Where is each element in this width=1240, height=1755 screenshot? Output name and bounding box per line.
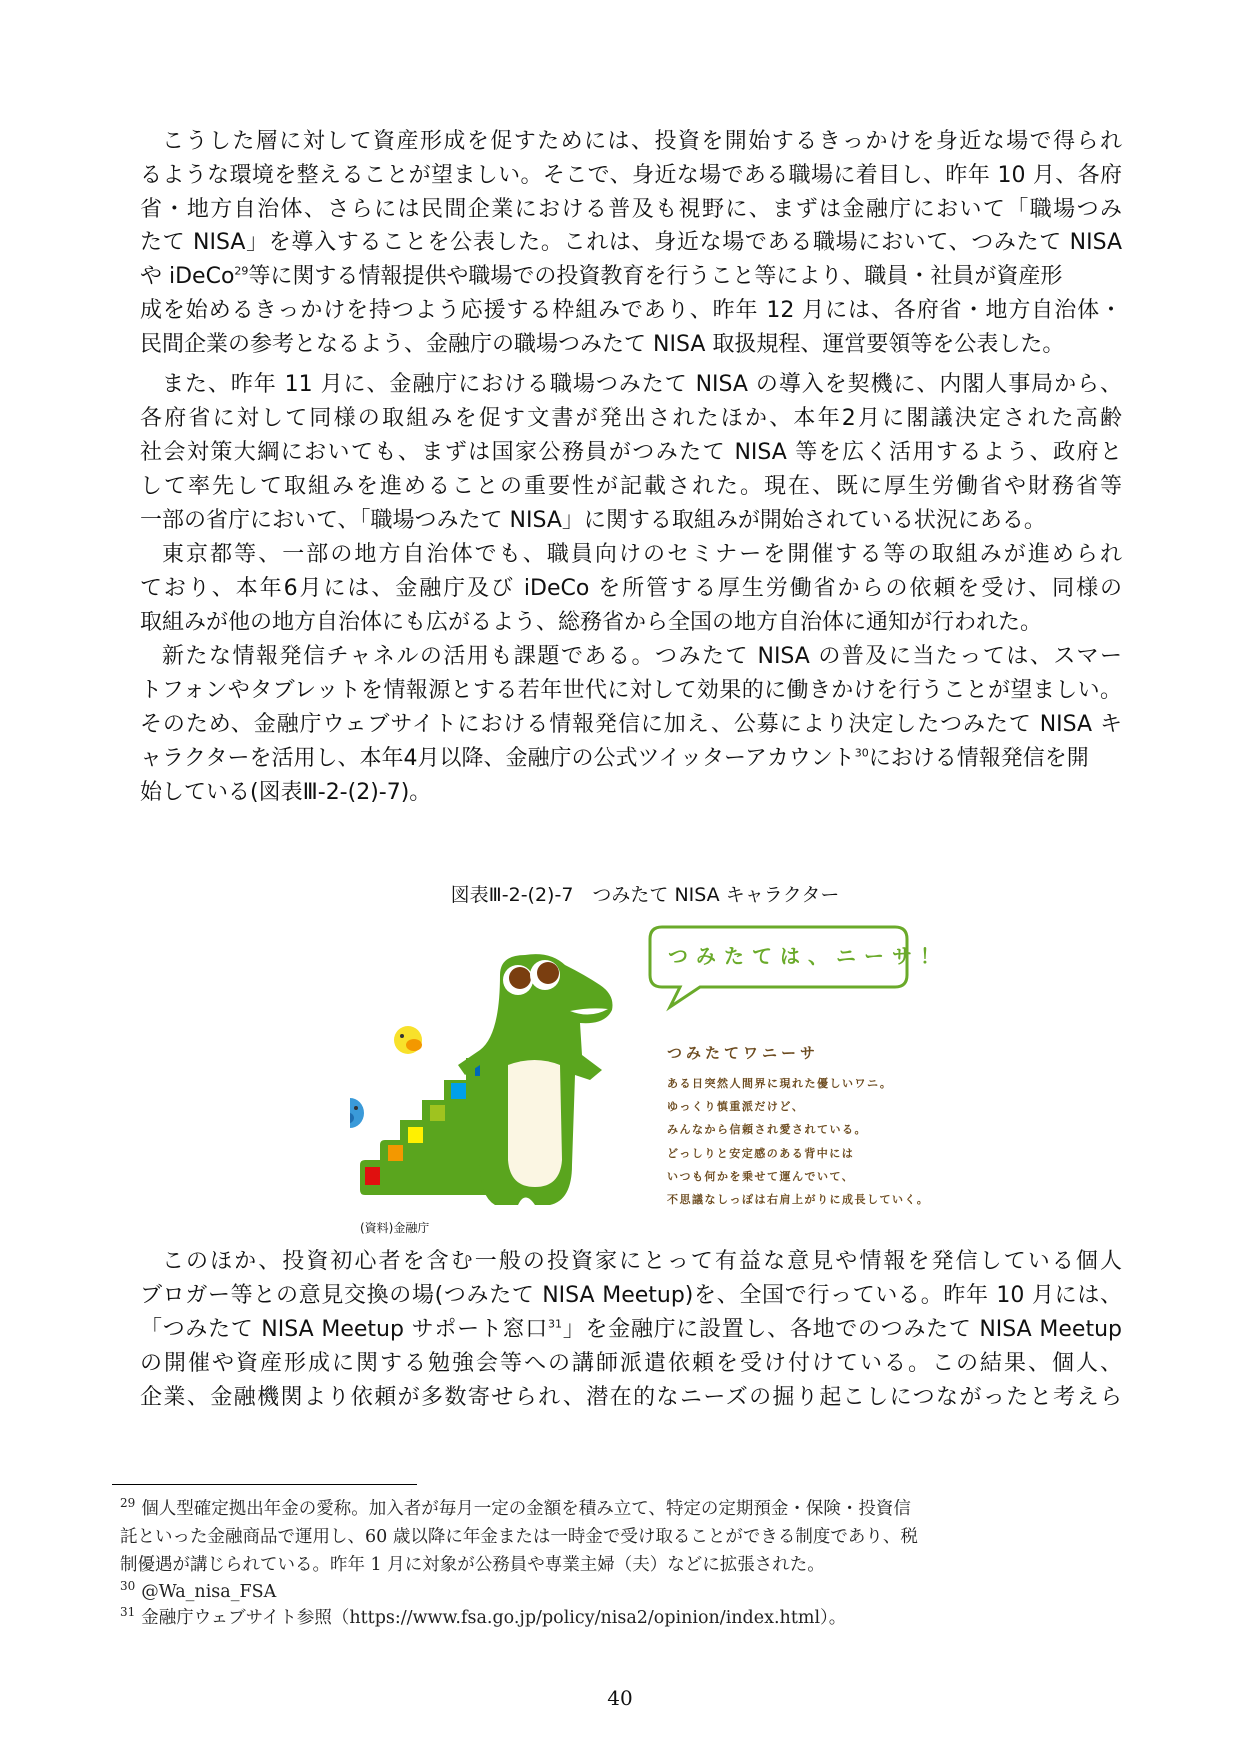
- footnote-ref[interactable]: 31: [547, 1317, 562, 1331]
- text-line: 成を始めるきっかけを持つよう応援する枠組みであり、昨年 12 月には、各府省・地方自治体・: [140, 298, 1122, 323]
- text: 「つみたて NISA Meetup サポート窓口: [140, 1317, 548, 1342]
- text-line: して率先して取組みを進めることの重要性が記載された。現在、既に厚生労働省や財務省等: [140, 474, 1122, 499]
- text-line: [140, 1313, 1122, 1347]
- text-line: 企業、金融機関より依頼が多数寄せられ、潜在的なニーズの掘り起こしにつながったと考えら: [140, 1385, 1122, 1410]
- text-line: そのため、金融庁ウェブサイトにおける情報発信に加え、公募により決定したつみたて NISA キ: [140, 712, 1122, 737]
- text-line: 省・地方自治体、さらには民間企業における普及も視野に、まずは金融庁において「職場つみ: [140, 197, 1122, 222]
- stair-block-cyan: [451, 1083, 466, 1099]
- yellow-bird-icon: [394, 1026, 422, 1054]
- stair-block-lime: [430, 1105, 445, 1121]
- footnote-number: 29: [120, 1496, 136, 1511]
- footnote-text: 金融庁ウェブサイト参照（https://www.fsa.go.jp/policy/nisa2/opinion/index.html）。: [141, 1608, 847, 1628]
- character-description-line: 不思議なしっぽは右肩上がりに成長していく。: [667, 1193, 930, 1206]
- text: における情報発信を開: [868, 746, 1089, 771]
- footnote-text: @Wa_nisa_FSA: [141, 1582, 277, 1602]
- footnote-29-cont: 託といった金融商品で運用し、60 歳以降に年金または一時金で受け取ることができる制度であり、税: [120, 1527, 918, 1547]
- figure-caption: 図表Ⅲ-2-(2)-7 つみたて NISA キャラクター: [450, 884, 840, 906]
- text-line: [140, 260, 1122, 294]
- eye-left: [509, 967, 531, 989]
- speech-bubble-text: つみたては、ニーサ！: [668, 944, 948, 968]
- footnote-divider: [112, 1484, 417, 1485]
- footnote-ref[interactable]: 30: [854, 746, 869, 760]
- character-description-line: どっしりと安定感のある背中には: [667, 1147, 855, 1160]
- footnote-29-cont: 制優遇が講じられている。昨年 1 月に対象が公務員や専業主婦（夫）などに拡張された。: [120, 1555, 825, 1575]
- text-line: 取組みが他の地方自治体にも広がるよう、総務省から全国の地方自治体に通知が行われた。: [140, 610, 1043, 635]
- character-description-line: ゆっくり慎重派だけど、: [667, 1100, 805, 1113]
- footnote-30: [120, 1578, 1120, 1606]
- text-line: 民間企業の参考となるよう、金融庁の職場つみたて NISA 取扱規程、運営要領等を公表した。: [140, 332, 1065, 357]
- crocodile-belly: [508, 1060, 562, 1187]
- page-number: 40: [607, 1686, 633, 1710]
- text-line: こうした層に対して資産形成を促すためには、投資を開始するきっかけを身近な場で得られ: [162, 129, 1122, 154]
- text-line: このほか、投資初心者を含む一般の投資家にとって有益な意見や情報を発信している個人: [162, 1249, 1122, 1274]
- footnote-31: [120, 1604, 1120, 1632]
- text-line: また、昨年 11 月に、金融庁における職場つみたて NISA の導入を契機に、内閣人事局から、: [162, 372, 1122, 397]
- text-line: たて NISA」を導入することを公表した。これは、身近な場である職場において、つみたて NISA: [140, 230, 1122, 255]
- character-description-line: みんなから信頼され愛されている。: [667, 1123, 867, 1136]
- text-line: の開催や資産形成に関する勉強会等への講師派遣依頼を受け付けている。この結果、個人、: [140, 1351, 1122, 1376]
- text-line: 社会対策大綱においても、まずは国家公務員がつみたて NISA 等を広く活用するよう、政府と: [140, 440, 1122, 465]
- text: 」を金融庁に設置し、各地でのつみたて NISA Meetup: [561, 1317, 1122, 1342]
- text-line: 各府省に対して同様の取組みを促す文書が発出されたほか、本年2月に閣議決定された高齢: [140, 406, 1122, 431]
- figure-source: (資料)金融庁: [360, 1221, 430, 1235]
- bird-blue-body-wrap: [350, 1098, 364, 1128]
- character-description-line: ある日突然人間界に現れた優しいワニ。: [667, 1077, 893, 1090]
- stair-block-yellow: [408, 1127, 423, 1143]
- footnote-number: 30: [120, 1579, 136, 1594]
- text: 等に関する情報提供や職場での投資教育を行うこと等により、職員・社員が資産形: [248, 264, 1063, 289]
- text: ャラクターを活用し、本年4月以降、金融庁の公式ツイッターアカウント: [140, 746, 855, 771]
- character-description-line: いつも何かを乗せて運んでいて、: [667, 1170, 855, 1183]
- footnote-ref[interactable]: 29: [234, 264, 249, 278]
- text-line: トフォンやタブレットを情報源とする若年世代に対して効果的に働きかけを行うことが望ましい。: [140, 678, 1122, 703]
- footnote-number: 31: [120, 1605, 136, 1620]
- text-line: るような環境を整えることが望ましい。そこで、身近な場である職場に着目し、昨年 10 月、各府: [140, 163, 1122, 188]
- character-name: つみたてワニーサ: [667, 1044, 820, 1062]
- text-line: ブロガー等との意見交換の場(つみたて NISA Meetup)を、全国で行っている。昨年 10 月には、: [140, 1283, 1122, 1308]
- footnote-text: 個人型確定拠出年金の愛称。加入者が毎月一定の金額を積み立て、特定の定期預金・保険・投資信: [141, 1499, 911, 1519]
- eye-right: [537, 962, 559, 984]
- text-line: [140, 742, 1122, 776]
- stair-block-red: [365, 1167, 380, 1185]
- text-line: 新たな情報発信チャネルの活用も課題である。つみたて NISA の普及に当たっては、スマー: [162, 644, 1122, 669]
- stair-block-orange: [388, 1145, 403, 1161]
- text-line: ており、本年6月には、金融庁及び iDeCo を所管する厚生労働省からの依頼を受け、同様の: [140, 576, 1122, 601]
- text-line: 東京都等、一部の地方自治体でも、職員向けのセミナーを開催する等の取組みが進められ: [162, 542, 1122, 567]
- text-line: 一部の省庁において、「職場つみたて NISA」に関する取組みが開始されている状況にある。: [140, 508, 1046, 533]
- footnote-29: [120, 1495, 1120, 1523]
- text-line: 始している(図表Ⅲ-2-(2)-7)。: [140, 780, 432, 805]
- text: や iDeCo: [140, 264, 235, 289]
